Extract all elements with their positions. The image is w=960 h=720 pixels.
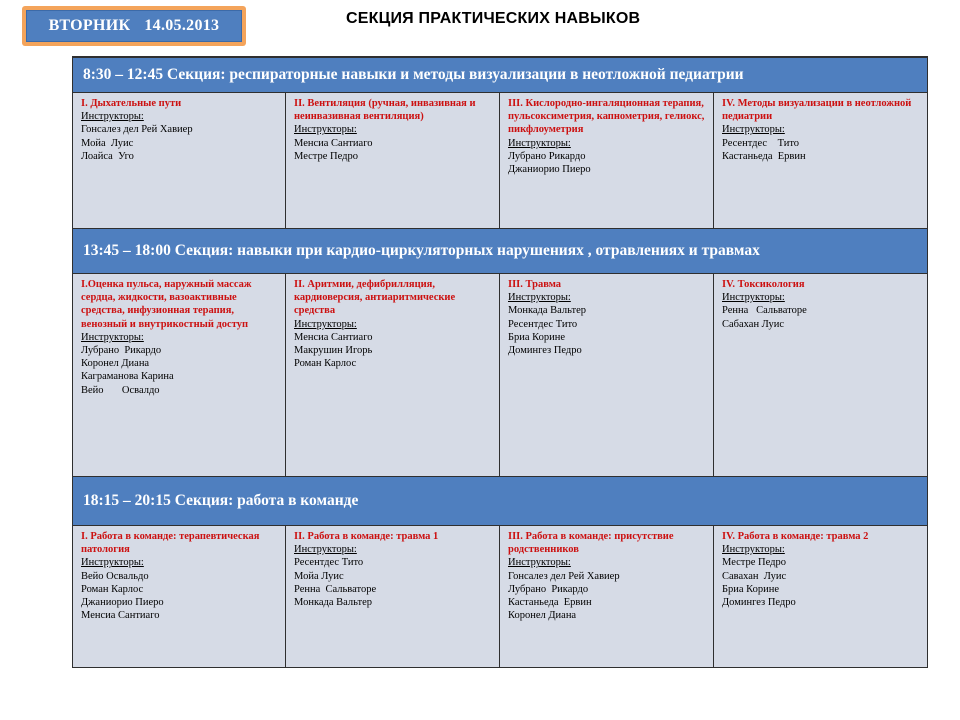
instructor-name: Гонсалез дел Рей Хавиер [508,570,620,582]
instructor-name: Каграманова Карина [81,371,174,383]
instructors-label: Инструкторы: [508,557,571,569]
instructor-name: Монкада Вальтер [508,305,587,317]
instructor-name: Местре Педро [722,557,786,569]
page-title: СЕКЦИЯ ПРАКТИЧЕСКИХ НАВЫКОВ [346,10,641,27]
instructor-name: Коронел Диана [508,610,577,622]
instructor-name: Ресентдес Тито [508,318,578,330]
cell-title: IV. Методы визуализации в неотложной педиатрии [722,98,912,123]
instructor-name: Роман Карлос [81,583,144,595]
instructor-name: Савахан Луис [722,570,787,582]
cell-3-2 [286,526,500,667]
section-header-2: 13:45 – 18:00 Секция: навыки при кардио-циркуляторных нарушениях , отравлениях и травмах [73,228,927,274]
instructor-name: Сабахан Луис [722,318,785,330]
cell-3-3 [500,526,714,667]
instructor-name: Лубрано Рикардо [508,583,589,595]
section-row-1 [73,93,927,228]
instructor-name: Ренна Сальваторе [294,583,377,595]
instructor-name: Бриа Корине [722,583,780,595]
cell-title: I. Дыхательные пути [81,98,182,109]
instructor-name: Кастаньеда Ервин [722,150,806,162]
instructor-name: Мойа Луис [294,570,344,582]
section-row-2 [73,274,927,476]
cell-title: III. Травма [508,279,562,290]
cell-3-4 [714,526,927,667]
instructor-name: Джаниорио Пиеро [81,597,164,609]
instructor-name: Лубрано Рикардо [81,345,162,357]
instructors-label: Инструкторы: [81,557,144,569]
cell-3-1 [73,526,286,667]
instructors-label: Инструкторы: [294,318,357,330]
instructor-name: Менсиа Сантиаго [294,331,373,343]
instructors-label: Инструкторы: [722,124,785,136]
cell-title: IV. Токсикология [722,279,805,290]
cell-1-2 [286,93,500,228]
instructors-label: Инструкторы: [508,292,571,304]
instructor-name: Лубрано Рикардо [508,150,586,162]
cell-title: II. Вентиляция (ручная, инвазивная и неинвазивная вентиляция) [294,98,476,123]
instructors-label: Инструкторы: [722,292,785,304]
instructor-name: Домингез Педро [722,597,796,609]
cell-2-3 [500,274,714,476]
cell-2-2 [286,274,500,476]
instructor-name: Местре Педро [294,150,358,162]
section-header-1: 8:30 – 12:45 Секция: респираторные навыки и методы визуализации в неотложной педиатрии [73,57,927,93]
cell-1-1 [73,93,286,228]
instructor-name: Бриа Корине [508,331,566,343]
instructor-name: Джаниорио Пиеро [508,164,591,176]
instructor-name: Менсиа Сантиаго [81,610,160,622]
cell-title: I.Оценка пульса, наружный массаж сердца, жидкости, вазоактивные средства, инфузионная терапия, венозный и внутрикостный доступ [81,279,252,330]
cell-1-3 [500,93,714,228]
cell-title: II. Аритмии, дефибрилляция, кардиоверсия, антиаритмические средства [294,279,456,317]
section-header-3: 18:15 – 20:15 Секция: работа в команде [73,476,927,526]
instructors-label: Инструкторы: [81,111,144,123]
date-label: 14.05.2013 [144,17,220,34]
instructor-name: Вейо Освальдо [81,570,149,582]
cell-title: I. Работа в команде: терапевтическая патология [81,531,260,556]
instructor-name: Вейо Освалдо [81,384,160,396]
date-badge-inner [26,10,242,42]
instructor-name: Менсиа Сантиаго [294,137,373,149]
instructor-name: Домингез Педро [508,345,582,357]
instructors-label: Инструкторы: [722,544,785,556]
section-row-3 [73,526,927,667]
cell-1-4 [714,93,927,228]
instructor-name: Ренна Сальваторе [722,305,807,317]
cell-title: II. Работа в команде: травма 1 [294,531,439,542]
instructor-name: Коронел Диана [81,358,150,370]
instructor-name: Лоайса Уго [81,150,134,162]
instructor-name: Гонсалез дел Рей Хавиер [81,124,193,136]
cell-title: IV. Работа в команде: травма 2 [722,531,869,542]
instructor-name: Ресентдес Тито [294,557,364,569]
day-label: ВТОРНИК [48,17,131,34]
instructors-label: Инструкторы: [294,544,357,556]
cell-title: III. Работа в команде: присутствие родственников [508,531,674,556]
instructor-name: Мойа Луис [81,137,134,149]
cell-title: III. Кислородно-ингаляционная терапия, пульсоксиметрия, капнометрия, гелиокс, пикфлоуметрия [508,98,705,136]
instructor-name: Макрушин Игорь [294,345,373,357]
instructor-name: Кастаньеда Ервин [508,597,592,609]
cell-2-1 [73,274,286,476]
instructor-name: Монкада Вальтер [294,597,373,609]
date-badge [22,6,246,46]
instructors-label: Инструкторы: [508,137,571,149]
instructors-label: Инструкторы: [81,331,144,343]
schedule-table [72,56,928,668]
instructor-name: Ресентдес Тито [722,137,800,149]
cell-2-4 [714,274,927,476]
instructors-label: Инструкторы: [294,124,357,136]
instructor-name: Роман Карлос [294,358,357,370]
